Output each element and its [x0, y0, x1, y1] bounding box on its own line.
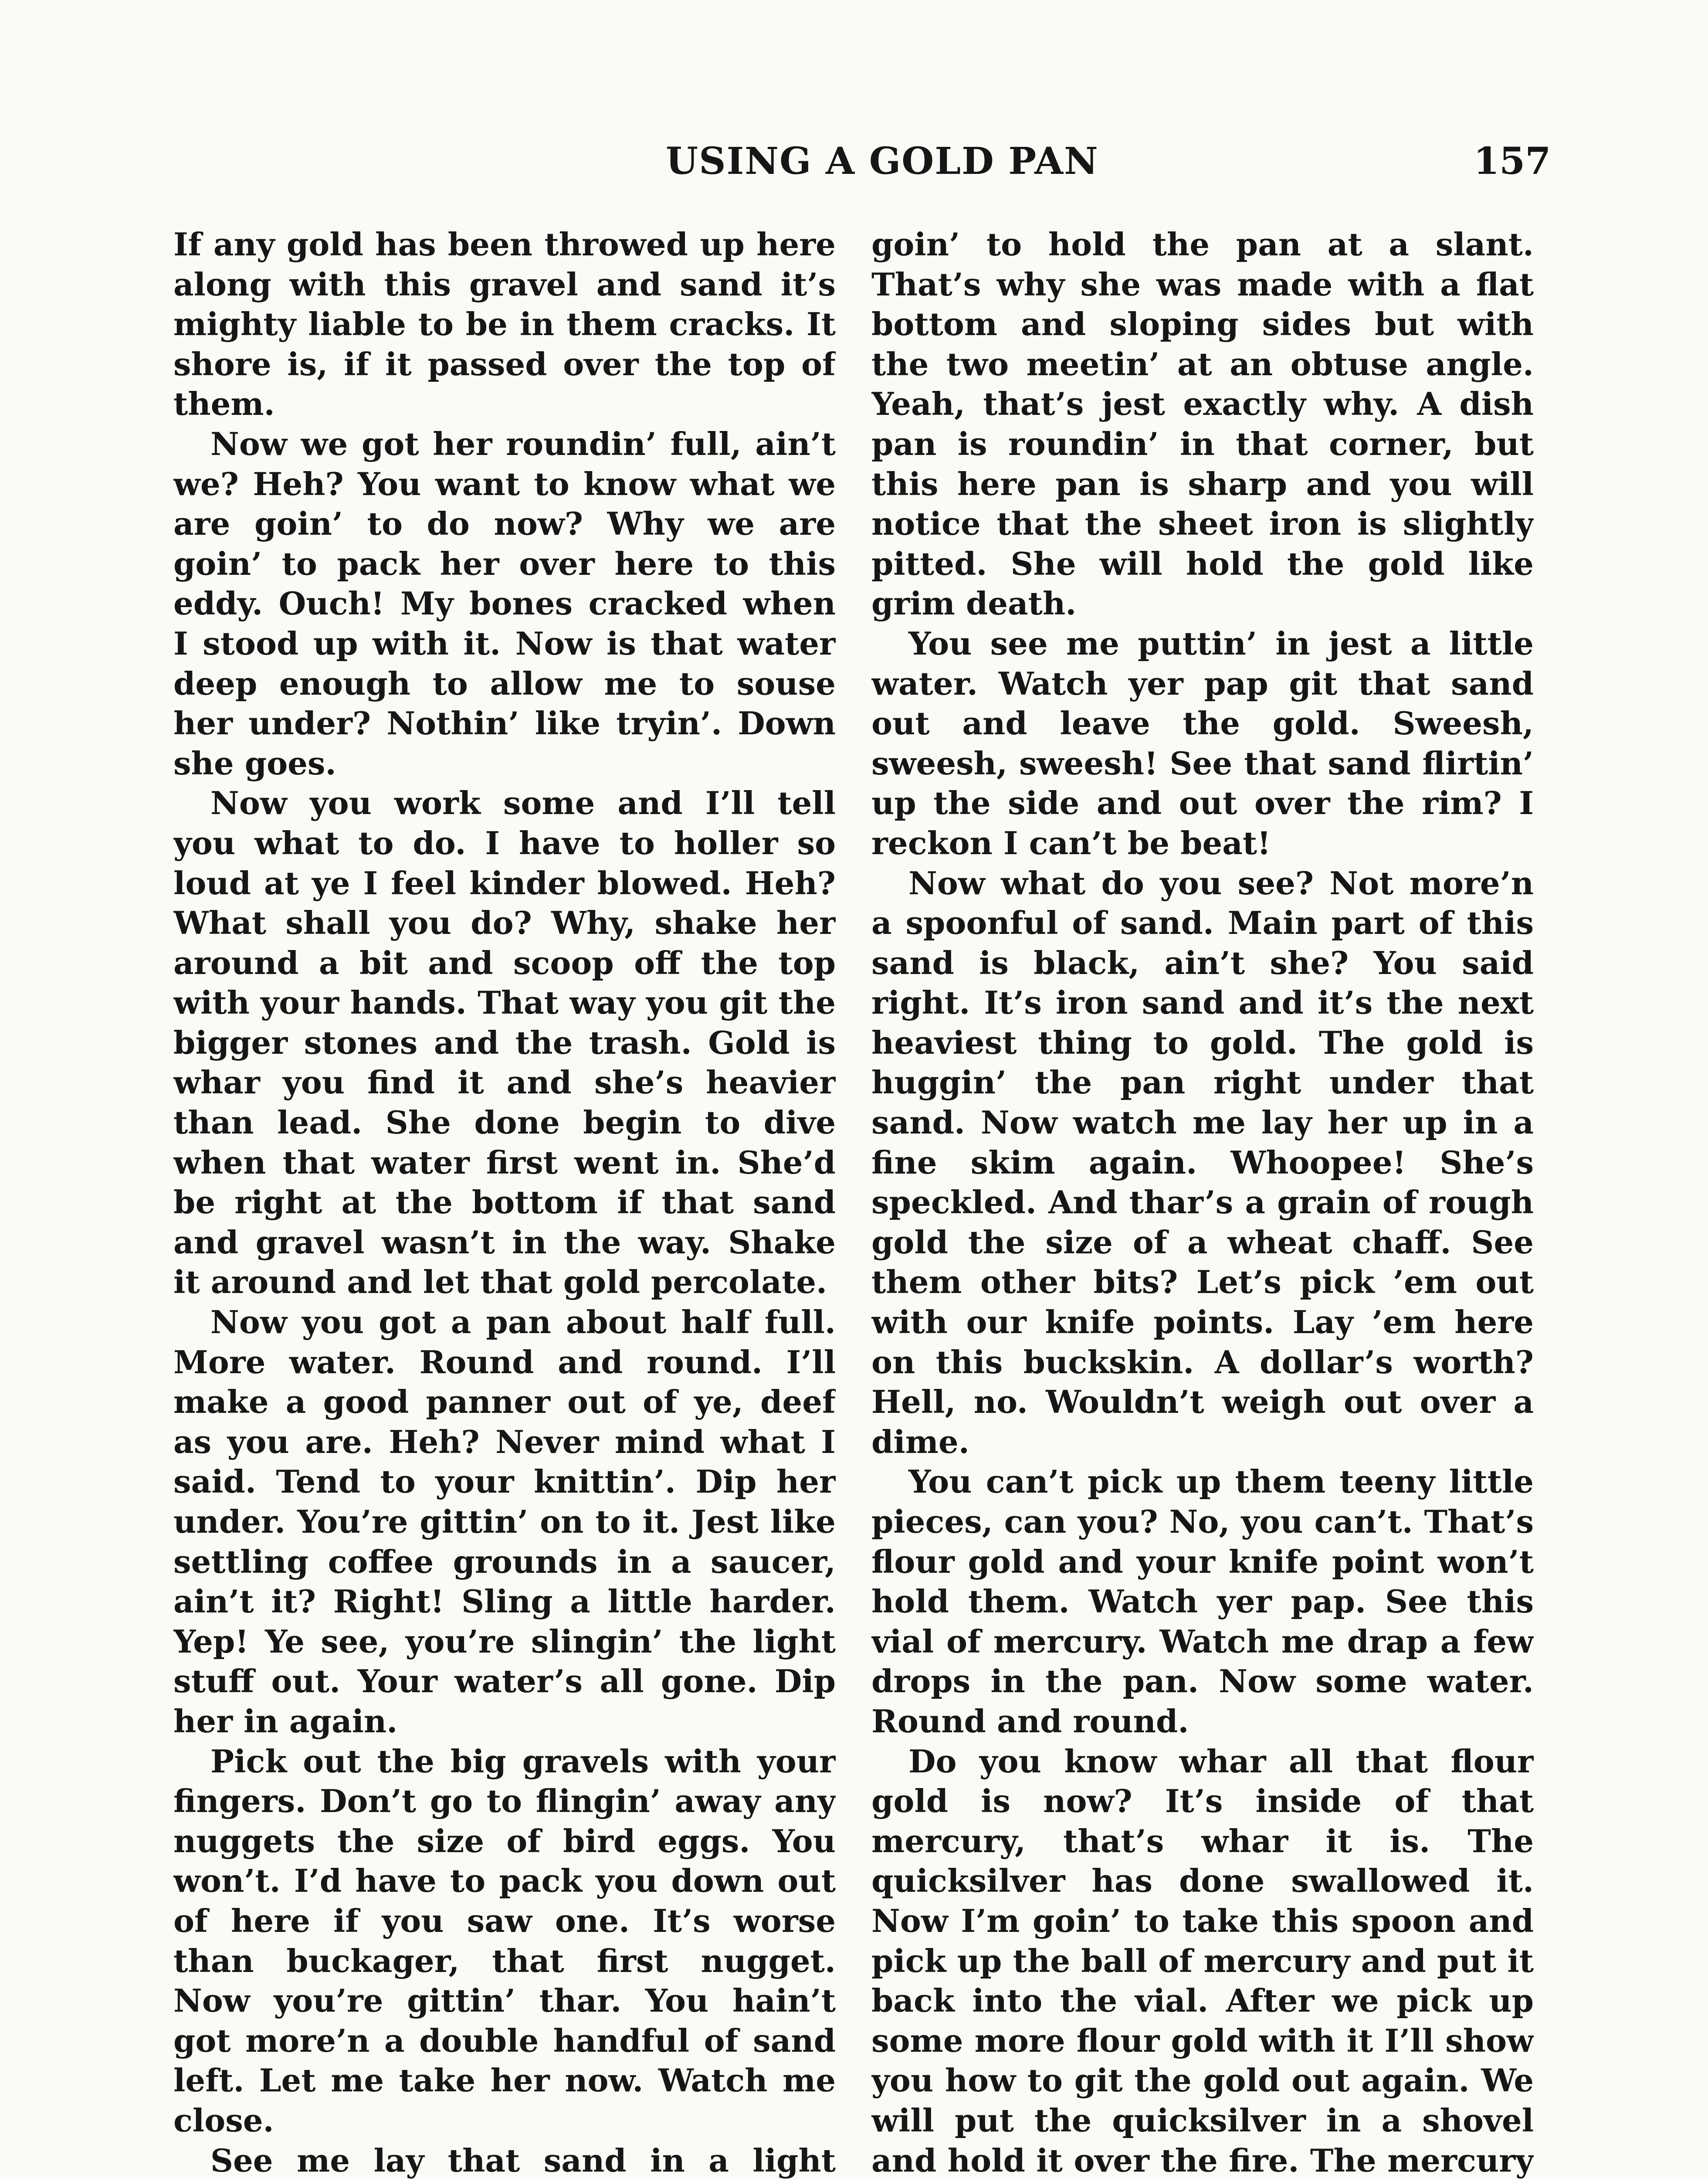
paragraph: You can’t pick up them teeny little pieces, can you? No, you can’t. That’s flour gold and your knife point won’t hold them. Watch yer pap. See this vial of mercury. Watch me drap a few drops in the pan. Now some water. Round and round. — [871, 1463, 1534, 1740]
paragraph: goin’ to hold the pan at a slant. That’s why she was made with a flat bottom and sloping sides but with the two meetin’ at an obtuse angle. Yeah, that’s jest exactly why. A dish pan is roundin’ in that corner, but this here pan is sharp and you will notice that the sheet iron is slightly pitted. She will hold the gold like grim death. — [871, 226, 1534, 622]
left-column — [173, 224, 836, 2179]
page-number: 157 — [1474, 139, 1551, 183]
right-column — [871, 224, 1534, 2179]
paragraph: Now what do you see? Not more’n a spoonful of sand. Main part of this sand is black, ain’t she? You said right. It’s iron sand and it’s the next heaviest thing to gold. The gold is huggin’ the pan right under that sand. Now watch me lay her up in a fine skim again. Whoopee! She’s speckled. And thar’s a grain of rough gold the size of a wheat chaff. See them other bits? Let’s pick ’em out with our knife points. Lay ’em here on this buckskin. A dollar’s worth? Hell, no. Wouldn’t weigh out over a dime. — [871, 864, 1534, 1460]
paragraph: Do you know whar all that flour gold is now? It’s inside of that mercury, that’s whar it is. The quicksilver has done swallowed it. Now I’m goin’ to take this spoon and pick up the ball of mercury and put it back into the vial. After we pick up some more flour gold with it I’ll show you how to git the gold out again. We will put the quicksilver in a shovel and hold it over the fire. The mercury — [871, 1742, 1534, 2179]
paragraph: See me lay that sand in a light — [210, 2142, 836, 2179]
paragraph: Pick out the big gravels with your fingers. Don’t go to flingin’ away any nuggets the size of bird eggs. You won’t. I’d have to pack you down out of here if you saw one. It’s worse than buckager, that first nugget. Now you’re gittin’ thar. You hain’t got more’n a double handful of sand left. Let me take her now. Watch me close. — [173, 1742, 836, 2139]
paragraph: Now you got a pan about half full. More water. Round and round. I’ll make a good panner out of ye, deef as you are. Heh? Never mind what I said. Tend to your knittin’. Dip her under. You’re gittin’ on to it. Jest like settling coffee grounds in a saucer, ain’t it? Right! Sling a little harder. Yep! Ye see, you’re slingin’ the light stuff out. Your water’s all gone. Dip her in again. — [173, 1303, 836, 1740]
running-head: USING A GOLD PAN — [666, 139, 1099, 183]
paragraph: Now you work some and I’ll tell you what to do. I have to holler so loud at ye I feel kinder blowed. Heh? What shall you do? Why, shake her around a bit and scoop off the top with your hands. That way you git the bigger stones and the trash. Gold is whar you find it and she’s heavier than lead. She done begin to dive when that water first went in. She’d be right at the bottom if that sand and gravel wasn’t in the way. Shake it around and let that gold percolate. — [173, 784, 836, 1301]
paragraph: You see me puttin’ in jest a little water. Watch yer pap git that sand out and leave the gold. Sweesh, sweesh, sweesh! See that sand flirtin’ up the side and out over the rim? I reckon I can’t be beat! — [871, 625, 1534, 862]
page-header — [0, 0, 1708, 205]
paragraph: Now we got her roundin’ full, ain’t we? Heh? You want to know what we are goin’ to do now? Why we are goin’ to pack her over here to this eddy. Ouch! My bones cracked when I stood up with it. Now is that water deep enough to allow me to souse her under? Nothin’ like tryin’. Down she goes. — [173, 425, 836, 782]
paragraph: If any gold has been throwed up here along with this gravel and sand it’s mighty liable to be in them cracks. It shore is, if it passed over the top of them. — [173, 226, 836, 423]
